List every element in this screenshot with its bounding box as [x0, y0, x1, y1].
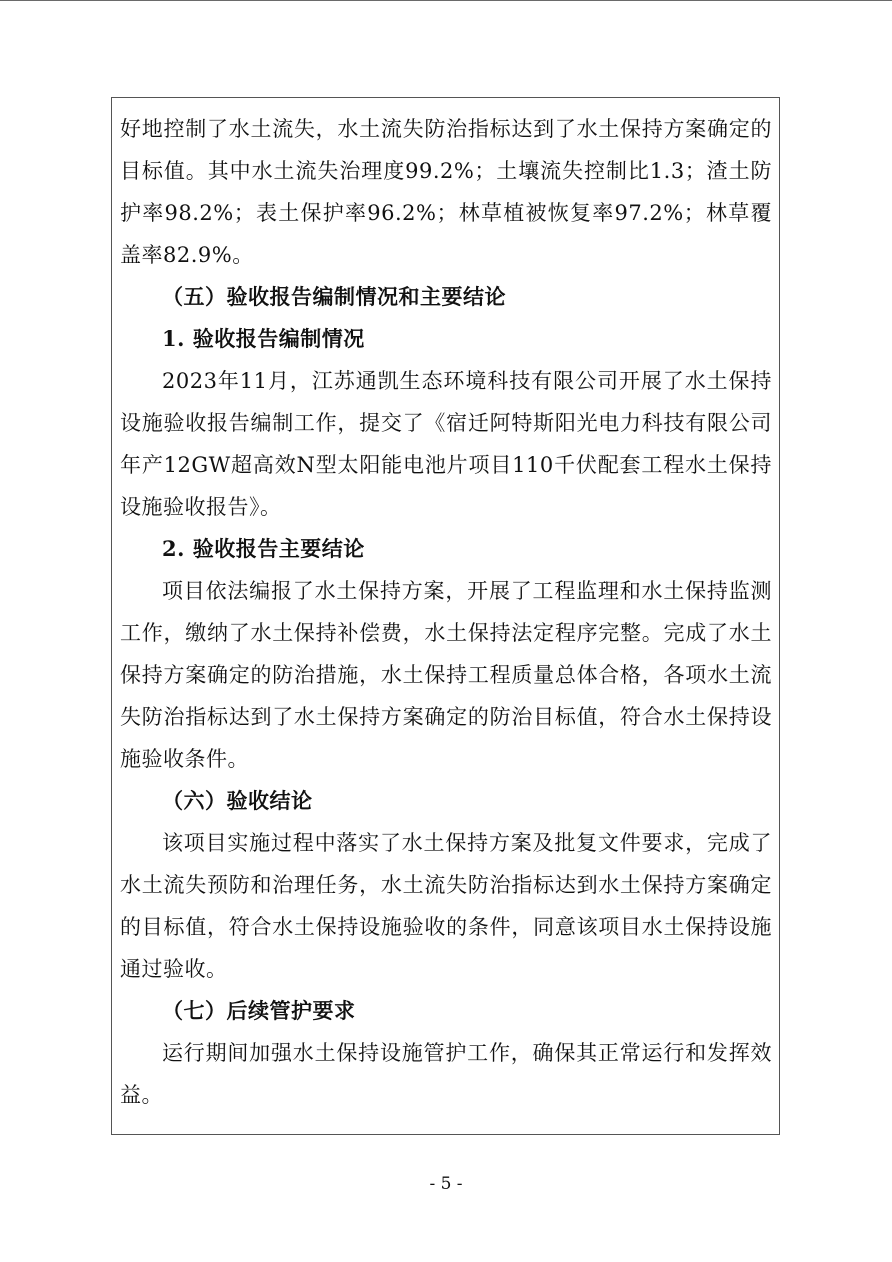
page-top-rule: [0, 0, 892, 1]
heading-section-7: （七）后续管护要求: [162, 998, 356, 1023]
heading-section-6: （六）验收结论: [162, 788, 313, 813]
paragraph-report-conclusions: 项目依法编报了水土保持方案，开展了工程监理和水土保持监测工作，缴纳了水土保持补偿费，水土保持法定程序完整。完成了水土保持方案确定的防治措施，水土保持工程质量总体合格，各项水土流失防治指标达到了水土保持方案确定的防治目标值，符合水土保持设施验收条件。: [120, 579, 772, 771]
paragraph-report-preparation: 2023年11月，江苏通凯生态环境科技有限公司开展了水土保持设施验收报告编制工作，提交了《宿迁阿特斯阳光电力科技有限公司年产12GW超高效N型太阳能电池片项目110千伏配套工程水土保持设施验收报告》。: [120, 369, 772, 519]
page-number: - 5 -: [429, 1174, 463, 1194]
heading-section-5: （五）验收报告编制情况和主要结论: [162, 284, 506, 309]
paragraph-maintenance-requirements: 运行期间加强水土保持设施管护工作，确保其正常运行和发挥效益。: [120, 1041, 772, 1107]
paragraph-indicator-results: 好地控制了水土流失，水土流失防治指标达到了水土保持方案确定的目标值。其中水土流失治理度99.2%；土壤流失控制比1.3；渣土防护率98.2%；表土保护率96.2%；林草植被恢复率97.2%；林草覆盖率82.9%。: [120, 117, 772, 267]
heading-report-preparation: 1. 验收报告编制情况: [162, 326, 365, 351]
heading-report-conclusions: 2. 验收报告主要结论: [162, 536, 365, 561]
paragraph-acceptance-conclusion: 该项目实施过程中落实了水土保持方案及批复文件要求，完成了水土流失预防和治理任务，水土流失防治指标达到水土保持方案确定的目标值，符合水土保持设施验收的条件，同意该项目水土保持设施通过验收。: [120, 831, 772, 981]
document-body: [120, 108, 772, 1116]
